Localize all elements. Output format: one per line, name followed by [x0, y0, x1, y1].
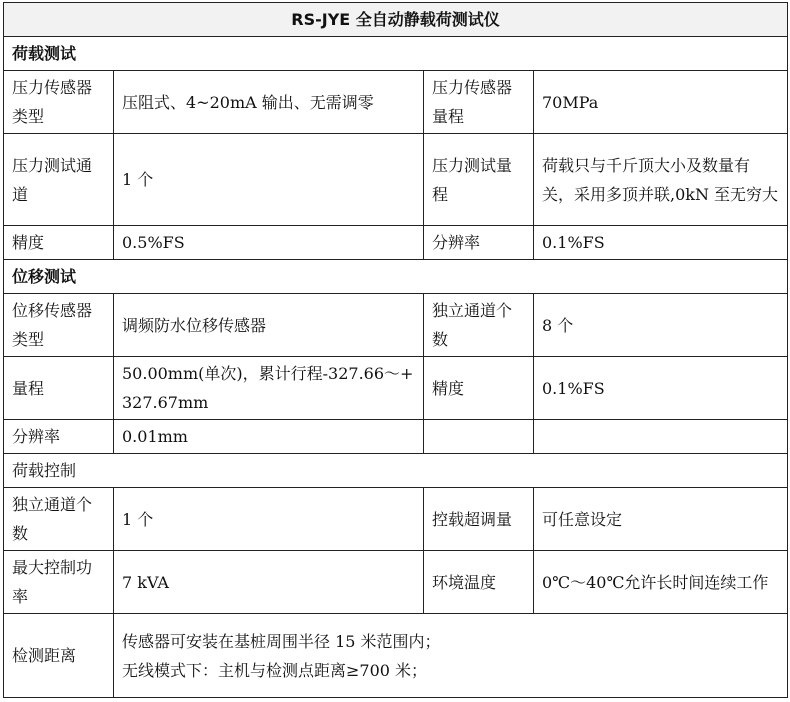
cell-label: 精度: [4, 226, 114, 260]
cell-label: 独立通道个数: [4, 488, 114, 551]
cell-label: 分辨率: [424, 226, 534, 260]
table-row: [4, 614, 788, 698]
cell-value: 1 个: [114, 134, 424, 226]
table-row: [4, 488, 788, 551]
cell-label: 独立通道个数: [424, 294, 534, 357]
cell-label: 最大控制功率: [4, 551, 114, 614]
cell-value: 0℃～40℃允许长时间连续工作: [534, 551, 788, 614]
cell-label: 压力传感器量程: [424, 71, 534, 134]
cell-label: 压力传感器类型: [4, 71, 114, 134]
section-load-test: 荷载测试: [4, 37, 788, 71]
cell-value: 0.01mm: [114, 420, 424, 454]
section-disp-test: 位移测试: [4, 260, 788, 294]
table-row: [4, 551, 788, 614]
cell-value: 7 kVA: [114, 551, 424, 614]
cell-label: 位移传感器类型: [4, 294, 114, 357]
cell-empty: [424, 420, 534, 454]
cell-value: 0.1%FS: [534, 226, 788, 260]
table-row: [4, 134, 788, 226]
cell-value: 1 个: [114, 488, 424, 551]
section-row: [4, 37, 788, 71]
cell-value: 50.00mm(单次)，累计行程-327.66～+327.67mm: [114, 357, 424, 420]
cell-label: 压力测试量程: [424, 134, 534, 226]
cell-label: 压力测试通道: [4, 134, 114, 226]
table-row: [4, 357, 788, 420]
cell-value: 0.5%FS: [114, 226, 424, 260]
title-row: [4, 3, 788, 37]
cell-empty: [534, 420, 788, 454]
cell-label: 控载超调量: [424, 488, 534, 551]
table-row: [4, 226, 788, 260]
section-row: [4, 260, 788, 294]
cell-value: 0.1%FS: [534, 357, 788, 420]
table-title: RS-JYE 全自动静载荷测试仪: [4, 3, 788, 37]
cell-value-distance: [114, 614, 788, 698]
cell-value: 调频防水位移传感器: [114, 294, 424, 357]
distance-line-1: 传感器可安装在基桩周围半径 15 米范围内；: [122, 631, 441, 651]
cell-label: 精度: [424, 357, 534, 420]
distance-line-2: 无线模式下：主机与检测点距离≥700 米；: [122, 660, 428, 680]
cell-value: 70MPa: [534, 71, 788, 134]
section-row: [4, 454, 788, 488]
spec-table: [3, 2, 788, 698]
cell-label: 检测距离: [4, 614, 114, 698]
cell-value: 压阻式、4~20mA 输出、无需调零: [114, 71, 424, 134]
table-row: [4, 71, 788, 134]
section-load-control: 荷载控制: [4, 454, 788, 488]
table-row: [4, 294, 788, 357]
cell-value: 可任意设定: [534, 488, 788, 551]
cell-label: 环境温度: [424, 551, 534, 614]
cell-value: 8 个: [534, 294, 788, 357]
cell-value: 荷载只与千斤顶大小及数量有关，采用多顶并联,0kN 至无穷大: [534, 134, 788, 226]
table-row: [4, 420, 788, 454]
cell-label: 量程: [4, 357, 114, 420]
cell-label: 分辨率: [4, 420, 114, 454]
